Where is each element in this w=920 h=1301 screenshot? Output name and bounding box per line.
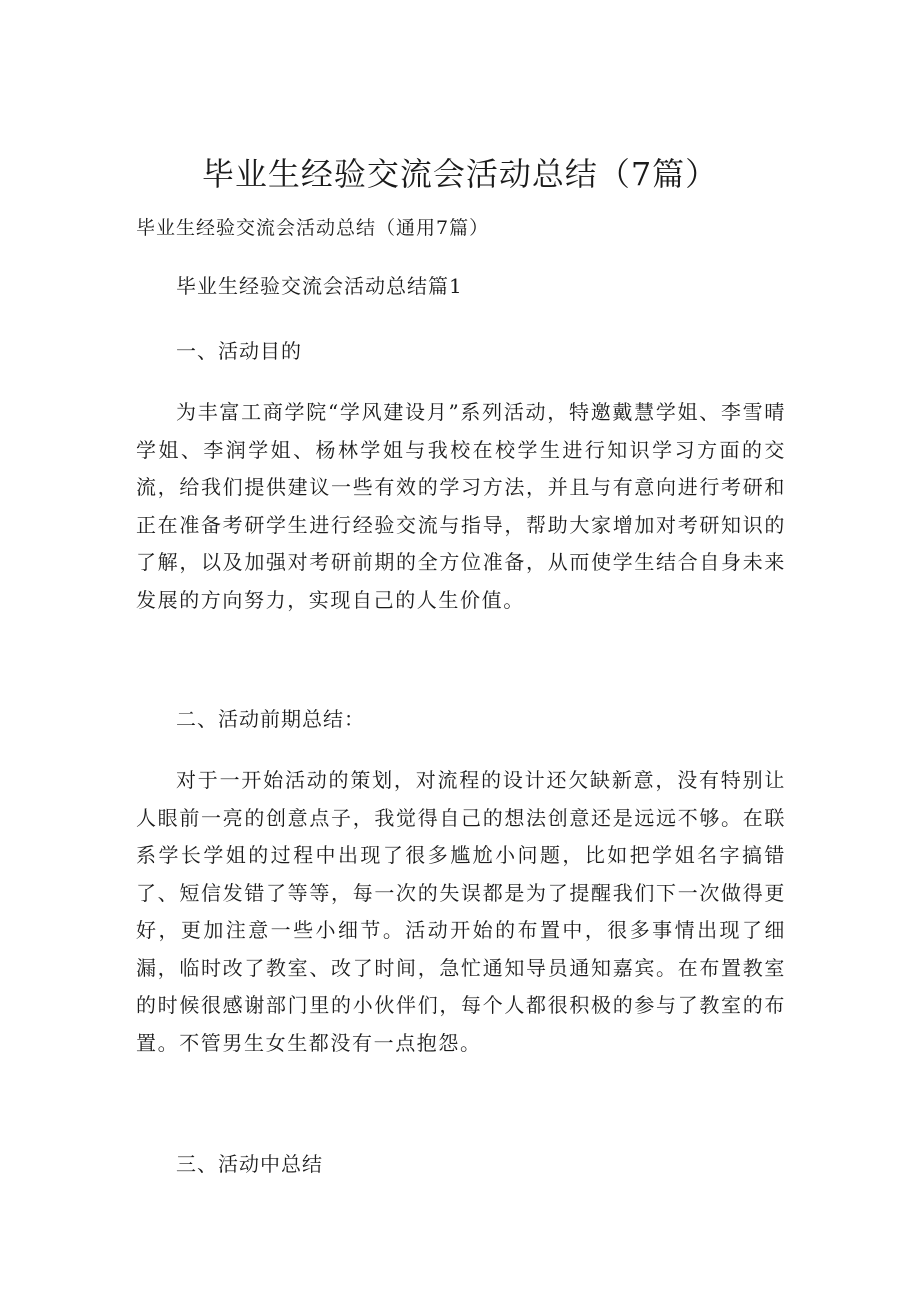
- heading-activity-purpose: 一、活动目的: [176, 339, 302, 363]
- paragraph-activity-purpose: 为丰富工商学院“学风建设月”系列活动，特邀戴慧学姐、李雪晴学姐、李润学姐、杨林学姐与我校在校学生进行知识学习方面的交流，给我们提供建议一些有效的学习方法，并且与有意向进行考研和正在准备考研学生进行经验交流与指导，帮助大家增加对考研知识的了解，以及加强对考研前期的全方位准备，从而使学生结合自身未来发展的方向努力，实现自己的人生价值。: [136, 400, 786, 612]
- document-title: 毕业生经验交流会活动总结（7篇）: [201, 155, 719, 193]
- heading-pre-activity-summary: 二、活动前期总结：: [176, 707, 365, 731]
- paragraph-pre-activity-summary: 对于一开始活动的策划，对流程的设计还欠缺新意，没有特别让人眼前一亮的创意点子，我觉得自己的想法创意还是远远不够。在联系学长学姐的过程中出现了很多尴尬小问题，比如把学姐名字搞错了、短信发错了等等，每一次的失误都是为了提醒我们下一次做得更好，更加注意一些小细节。活动开始的布置中，很多事情出现了细漏，临时改了教室、改了时间，急忙通知导员通知嘉宾。在布置教室的时候很感谢部门里的小伙伴们，每个人都很积极的参与了教室的布置。不管男生女生都没有一点抱怨。: [136, 768, 786, 1055]
- document-subtitle: 毕业生经验交流会活动总结（通用7篇）: [136, 217, 490, 239]
- heading-during-activity-summary: 三、活动中总结: [176, 1152, 323, 1176]
- section-heading: 毕业生经验交流会活动总结篇1: [176, 274, 463, 298]
